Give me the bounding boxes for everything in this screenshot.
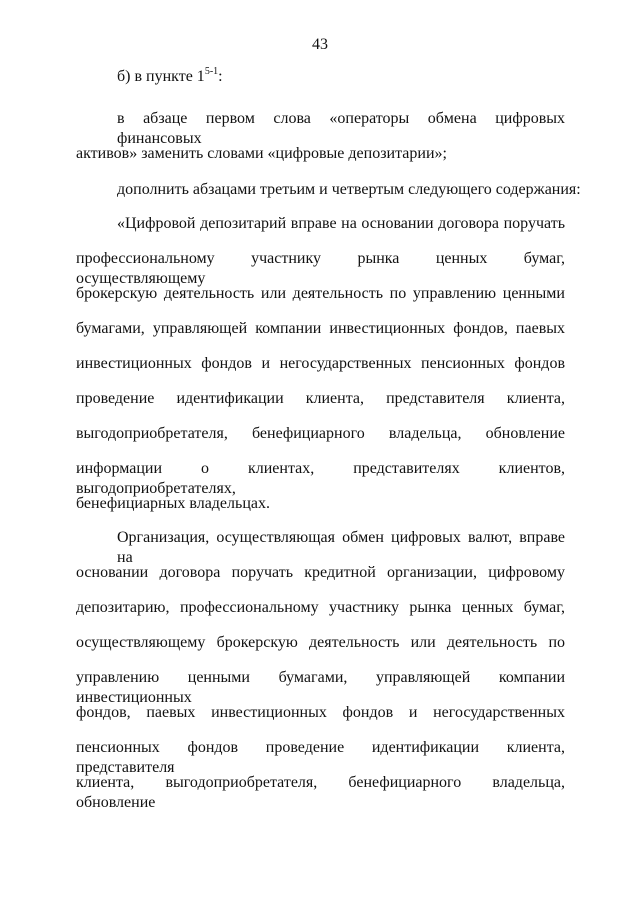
text-line: дополнить абзацами третьим и четвертым следующего содержания: (117, 181, 581, 198)
text-line: информации о клиентах, представителях клиентов, выгодоприобретателях, (76, 460, 565, 497)
text-line: проведение идентификации клиента, представителя клиента, (76, 390, 565, 407)
item-b-heading (117, 67, 223, 87)
text-line: осуществляющему брокерскую деятельность или деятельность по (76, 634, 565, 651)
text-line: основании договора поручать кредитной организации, цифровому (76, 564, 565, 581)
item-b-prefix: б) в пункте 1 (117, 68, 205, 85)
text-line: фондов, паевых инвестиционных фондов и негосударственных (76, 704, 565, 721)
text-line: инвестиционных фондов и негосударственных пенсионных фондов (76, 355, 565, 372)
item-b-suffix: : (218, 68, 223, 85)
text-line: депозитарию, профессиональному участнику рынка ценных бумаг, (76, 599, 565, 616)
text-line: бенефициарных владельцах. (76, 495, 270, 512)
text-line: профессиональному участнику рынка ценных бумаг, осуществляющему (76, 250, 565, 287)
text-line: бумагами, управляющей компании инвестиционных фондов, паевых (76, 320, 565, 337)
page-number: 43 (312, 36, 328, 53)
item-b-superscript: 5-1 (204, 65, 219, 77)
text-line: «Цифровой депозитарий вправе на основании договора поручать (117, 215, 565, 232)
text-line: управлению ценными бумагами, управляющей компании инвестиционных (76, 669, 565, 706)
text-line: пенсионных фондов проведение идентификации клиента, представителя (76, 739, 565, 776)
text-line: Организация, осуществляющая обмен цифровых валют, вправе на (117, 529, 565, 566)
text-line: активов» заменить словами «цифровые депозитарии»; (76, 145, 447, 162)
text-line: клиента, выгодоприобретателя, бенефициарного владельца, обновление (76, 774, 565, 811)
text-line: брокерскую деятельность или деятельность по управлению ценными (76, 285, 565, 302)
text-line: в абзаце первом слова «операторы обмена цифровых финансовых (117, 110, 565, 147)
text-line: выгодоприобретателя, бенефициарного владельца, обновление (76, 425, 565, 442)
